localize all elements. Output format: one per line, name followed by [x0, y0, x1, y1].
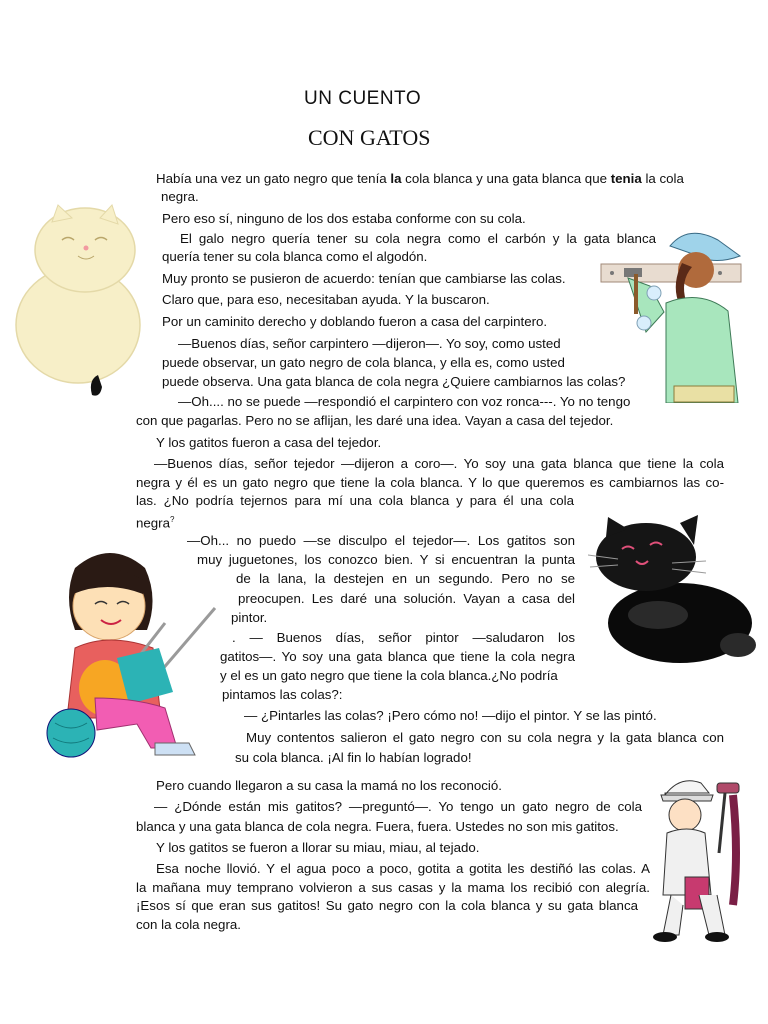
line-8: Por un caminito derecho y doblando fueron a casa del carpintero. [162, 314, 548, 329]
line-3: Pero eso sí, ninguno de los dos estaba conforme con su cola. [162, 211, 526, 226]
title-line-1: UN CUENTO [304, 88, 422, 109]
line-33: blanca y una gata blanca de cola negra. Fuera, fuera. Ustedes no son mis gatitos. [136, 819, 619, 834]
line-36: la mañana muy temprano volvieron a sus casas y la mama los recibió con alegría. [136, 880, 650, 895]
painter-illustration [645, 765, 763, 945]
line-37: ¡Esos sí que eran sus gatitos! Su gato negro con la cola blanca y su gata blanca [136, 898, 638, 913]
line-14: Y los gatitos fueron a casa del tejedor. [156, 435, 382, 450]
line-21: de la lana, la destejen en un segundo. Pero no se [236, 571, 575, 586]
line-22: preocupen. Les daré una solución. Vayan a casa del [238, 591, 575, 606]
white-cat-illustration [0, 200, 155, 400]
line-4: El galo negro quería tener su cola negra como el carbón y la gata blanca [180, 231, 656, 246]
black-cat-illustration [588, 515, 760, 665]
line-27: pintamos las colas?: [222, 687, 343, 702]
line-16: negra y él es un gato negro que tiene la cola blanca. Y lo que queremos es cambiarnos las co- [136, 475, 724, 490]
line-35: Esa noche llovió. Y el agua poco a poco, gotita a gotita les destiñó las colas. A [156, 861, 650, 876]
line-19: —Oh... no puedo —se disculpo el tejedor—. Los gatitos son [187, 533, 575, 548]
line-31: Pero cuando llegaron a su casa la mamá no los reconoció. [156, 778, 502, 793]
title-line-2: CON GATOS [308, 125, 431, 150]
line-30: su cola blanca. ¡Al fin lo habían logrado! [235, 750, 472, 765]
line-10: puede observar, un gato negro de cola blanca, y ella es, como usted [162, 355, 565, 370]
line-11: puede observa. Una gata blanca de cola negra ¿Quiere cambiarnos las colas? [162, 374, 626, 389]
line-12: —Oh.... no se puede —respondió el carpintero con voz ronca---. Yo no tengo [178, 394, 631, 409]
line-20: muy juguetones, los conozco bien. Y si encuentran la punta [197, 552, 575, 567]
line-28: — ¿Pintarles las colas? ¡Pero cómo no! —dijo el pintor. Y se las pintó. [244, 708, 657, 723]
line-6: Muy pronto se pusieron de acuerdo: tenían que cambiarse las colas. [162, 271, 566, 286]
line-38: con la cola negra. [136, 917, 241, 932]
line-25: gatitos—. Yo soy una gata blanca que tiene la cola negra [220, 649, 575, 664]
line-15: —Buenos días, señor tejedor —dijeron a coro—. Yo soy una gata blanca que tiene la cola [154, 456, 724, 471]
line-32: — ¿Dónde están mis gatitos? —preguntó—. Yo tengo un gato negro de cola [154, 799, 642, 814]
line-34: Y los gatitos se fueron a llorar su miau, miau, al tejado. [156, 840, 480, 855]
line-29: Muy contentos salieron el gato negro con su cola negra y la gata blanca con [246, 730, 724, 745]
line-7: Claro que, para eso, necesitaban ayuda. Y la buscaron. [162, 292, 490, 307]
line-18: negra? [136, 515, 175, 531]
line-1: Había una vez un gato negro que tenía la cola blanca y una gata blanca que tenia la cola [156, 171, 684, 186]
line-17: las. ¿No podría tejernos para mí una cola blanca y para él una cola [136, 493, 574, 508]
line-9: —Buenos días, señor carpintero —dijeron—. Yo soy, como usted [178, 336, 561, 351]
line-5: quería tener su cola blanca como el algodón. [162, 249, 428, 264]
line-23: pintor. [231, 610, 268, 625]
line-26: y el es un gato negro que tiene la cola blanca.¿No podría [220, 668, 558, 683]
knitting-girl-illustration [45, 548, 225, 763]
line-13: con que pagarlas. Pero no se aflijan, les daré una idea. Vayan a casa del tejedor. [136, 413, 614, 428]
line-24: . — Buenos días, señor pintor —saludaron los [232, 630, 575, 645]
line-2: negra. [161, 189, 199, 204]
